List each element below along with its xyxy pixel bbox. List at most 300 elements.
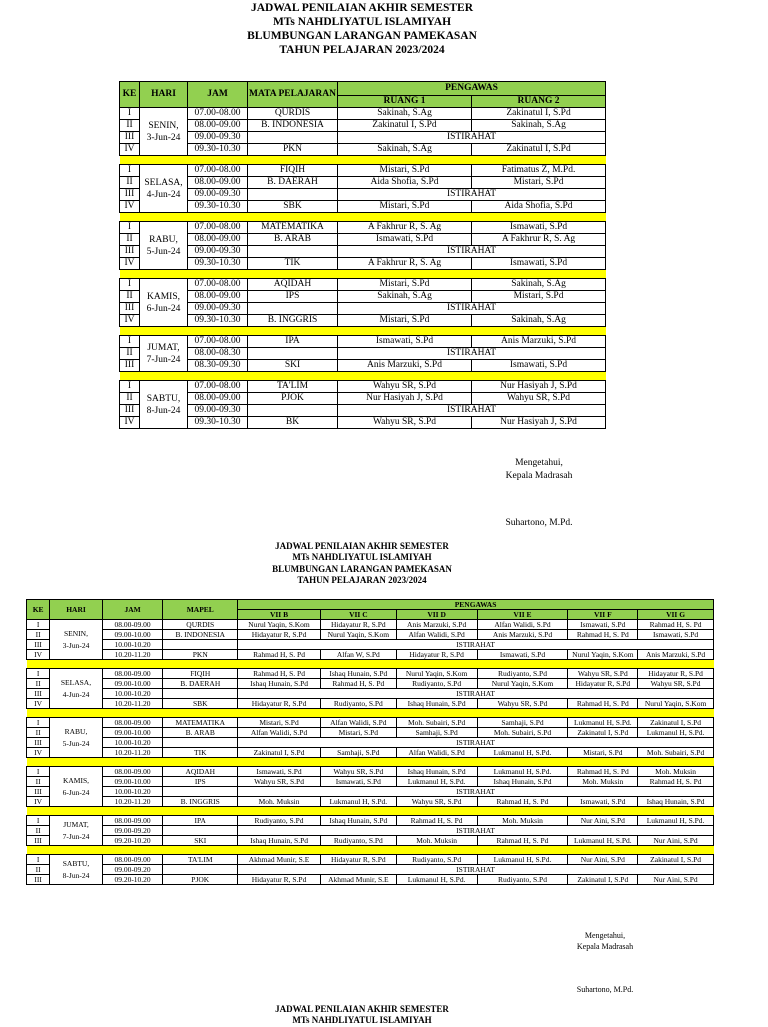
session-number: IV bbox=[27, 650, 50, 660]
proctor-cell: Nurul Yaqin, S.Kom bbox=[238, 620, 321, 630]
proctor-cell: Hidayatur R, S.Pd bbox=[320, 855, 396, 865]
table-row bbox=[27, 728, 714, 738]
time-slot: 08.00-09.00 bbox=[188, 234, 248, 246]
time-slot: 09.20-10.20 bbox=[102, 875, 163, 885]
subject: IPS bbox=[163, 777, 238, 787]
time-slot: 09.30-10.30 bbox=[188, 258, 248, 270]
proctor-cell: Lukmanul H, S.Pd. bbox=[638, 816, 714, 826]
day-date: JUMAT, 7-Jun-24 bbox=[140, 336, 188, 372]
proctor-cell: Hidayatur R, S.Pd bbox=[396, 650, 477, 660]
session-number: IV bbox=[120, 258, 140, 270]
subject: QURDIS bbox=[163, 620, 238, 630]
table-row bbox=[27, 816, 714, 826]
table-row bbox=[120, 144, 606, 156]
table-row bbox=[120, 405, 606, 417]
approval-label: Mengetahui, bbox=[515, 458, 563, 468]
session-number: I bbox=[27, 620, 50, 630]
session-number: II bbox=[27, 777, 50, 787]
session-number: II bbox=[27, 630, 50, 640]
approval-label: Mengetahui, bbox=[584, 931, 626, 940]
table-row bbox=[120, 381, 606, 393]
session-number: I bbox=[120, 165, 140, 177]
session-number: IV bbox=[27, 748, 50, 758]
proctor-cell: Hidayatur R, S.Pd bbox=[638, 669, 714, 679]
session-number: III bbox=[27, 875, 50, 885]
proctor-cell: Rahmad H, S. Pd bbox=[638, 620, 714, 630]
proctor-cell: Anis Marzuki, S.Pd bbox=[638, 650, 714, 660]
proctor-cell: Rahmad H, S. Pd bbox=[477, 797, 568, 807]
subject: TIK bbox=[248, 258, 338, 270]
time-slot: 09.00-09.30 bbox=[188, 405, 248, 417]
day-date: KAMIS, 6-Jun-24 bbox=[50, 767, 103, 807]
proctor-cell: Ishaq Hunain, S.Pd bbox=[396, 699, 477, 709]
proctor-cell: Nurul Yaqin, S.Kom bbox=[320, 630, 396, 640]
proctor-cell: Wahyu SR, S.Pd bbox=[477, 699, 568, 709]
time-slot: 07.00-08.00 bbox=[188, 381, 248, 393]
proctor-ruang-2: Zakinatul I, S.Pd bbox=[472, 108, 606, 120]
proctor-ruang-2: Wahyu SR, S.Pd bbox=[472, 393, 606, 405]
proctor-cell: Samhaji, S.Pd bbox=[477, 718, 568, 728]
approval-block-2 bbox=[560, 930, 650, 952]
proctor-cell: Ishaq Hunain, S.Pd bbox=[238, 836, 321, 846]
session-number: IV bbox=[120, 144, 140, 156]
proctor-ruang-2: Fatimatus Z, M.Pd. bbox=[472, 165, 606, 177]
proctor-cell: Rudiyanto, S.Pd bbox=[477, 669, 568, 679]
proctor-cell: Rahmad H, S. Pd bbox=[238, 669, 321, 679]
subject: B. DAERAH bbox=[163, 679, 238, 689]
table-row bbox=[120, 189, 606, 201]
time-slot: 10.00-10.20 bbox=[102, 689, 163, 699]
time-slot: 09.00-09.30 bbox=[188, 303, 248, 315]
session-number: I bbox=[120, 108, 140, 120]
proctor-ruang-1: Aida Shofia, S.Pd bbox=[338, 177, 472, 189]
proctor-cell: Alfan Walidi, S.Pd bbox=[477, 620, 568, 630]
time-slot: 10.00-10.20 bbox=[102, 787, 163, 797]
day-date: SENIN, 3-Jun-24 bbox=[140, 108, 188, 156]
proctor-cell: Zakinatul I, S.Pd bbox=[638, 855, 714, 865]
proctor-cell: Hidayatur R, S.Pd bbox=[568, 679, 638, 689]
proctor-cell: Nurul Yaqin, S.Kom bbox=[638, 699, 714, 709]
proctor-cell: Alfan Walidi, S.Pd bbox=[396, 748, 477, 758]
proctor-cell: Alfan Walidi, S.Pd bbox=[238, 728, 321, 738]
subject: BK bbox=[248, 417, 338, 429]
principal-name-2: Suhartono, M.Pd. bbox=[576, 985, 634, 994]
proctor-cell: Lukmanul H, S.Pd. bbox=[568, 836, 638, 846]
subject: AQIDAH bbox=[248, 279, 338, 291]
time-slot: 08.00-09.00 bbox=[102, 669, 163, 679]
subject bbox=[163, 787, 238, 797]
header-pengawas: PENGAWAS bbox=[338, 82, 606, 96]
proctor-cell: Mistari, S.Pd bbox=[320, 728, 396, 738]
proctor-ruang-1: Wahyu SR, S.Pd bbox=[338, 381, 472, 393]
subject: TIK bbox=[163, 748, 238, 758]
table-row bbox=[27, 620, 714, 630]
subject: MATEMATIKA bbox=[163, 718, 238, 728]
proctor-ruang-2: Mistari, S.Pd bbox=[472, 177, 606, 189]
time-slot: 08.00-09.00 bbox=[102, 855, 163, 865]
proctor-cell: Rudiyanto, S.Pd bbox=[477, 875, 568, 885]
time-slot: 10.00-10.20 bbox=[102, 738, 163, 748]
time-slot: 08.00-09.00 bbox=[102, 620, 163, 630]
header-room: VII D bbox=[396, 610, 477, 620]
subject bbox=[248, 405, 338, 417]
table-row bbox=[27, 836, 714, 846]
subject: QURDIS bbox=[248, 108, 338, 120]
table-row bbox=[27, 699, 714, 709]
proctor-ruang-1: Anis Marzuki, S.Pd bbox=[338, 360, 472, 372]
proctor-cell: Zakinatul I, S.Pd bbox=[568, 875, 638, 885]
session-number: II bbox=[27, 728, 50, 738]
day-date: JUMAT, 7-Jun-24 bbox=[50, 816, 103, 846]
proctor-cell: Rahmad H, S. Pd bbox=[477, 836, 568, 846]
day-date: SELASA, 4-Jun-24 bbox=[50, 669, 103, 709]
proctor-cell: Nur Aini, S.Pd bbox=[568, 855, 638, 865]
subject: B. DAERAH bbox=[248, 177, 338, 189]
table-row bbox=[120, 177, 606, 189]
break-cell: ISTIRAHAT bbox=[338, 189, 606, 201]
proctor-cell: Rudiyanto, S.Pd bbox=[238, 816, 321, 826]
proctor-cell: Ismawati, S.Pd bbox=[568, 620, 638, 630]
proctor-cell: Lukmanul H, S.Pd. bbox=[320, 797, 396, 807]
session-number: II bbox=[120, 393, 140, 405]
table-row bbox=[120, 417, 606, 429]
table-row bbox=[27, 689, 714, 699]
table-row bbox=[120, 258, 606, 270]
proctor-cell: Wahyu SR, S.Pd bbox=[396, 797, 477, 807]
proctor-cell: Ishaq Hunain, S.Pd bbox=[238, 679, 321, 689]
table-row bbox=[27, 679, 714, 689]
proctor-cell: Lukmanul H, S.Pd. bbox=[396, 875, 477, 885]
table-row bbox=[120, 120, 606, 132]
proctor-cell: Mistari, S.Pd bbox=[568, 748, 638, 758]
table-row bbox=[120, 165, 606, 177]
table-row bbox=[27, 826, 714, 836]
proctor-ruang-2: Mistari, S.Pd bbox=[472, 291, 606, 303]
proctor-cell: Akhmad Munir, S.E bbox=[238, 855, 321, 865]
session-number: I bbox=[120, 381, 140, 393]
session-number: III bbox=[27, 738, 50, 748]
proctor-cell: Rudiyanto, S.Pd bbox=[396, 679, 477, 689]
table-row bbox=[120, 279, 606, 291]
proctor-cell: Moh. Muksin bbox=[238, 797, 321, 807]
header-jam: JAM bbox=[102, 600, 163, 620]
proctor-ruang-1: Ismawati, S.Pd bbox=[338, 234, 472, 246]
subject: TA'LIM bbox=[163, 855, 238, 865]
time-slot: 08.00-09.00 bbox=[102, 816, 163, 826]
break-cell: ISTIRAHAT bbox=[338, 405, 606, 417]
subject: PJOK bbox=[163, 875, 238, 885]
subject: PKN bbox=[248, 144, 338, 156]
proctor-cell: Hidayatur R, S.Pd bbox=[320, 620, 396, 630]
table-row bbox=[27, 777, 714, 787]
session-number: I bbox=[27, 816, 50, 826]
title-line: TAHUN PELAJARAN 2023/2024 bbox=[279, 44, 445, 56]
proctor-ruang-2: Ismawati, S.Pd bbox=[472, 222, 606, 234]
header-room: VII B bbox=[238, 610, 321, 620]
proctor-cell: Ishaq Hunain, S.Pd bbox=[396, 767, 477, 777]
subject: MATEMATIKA bbox=[248, 222, 338, 234]
time-slot: 09.30-10.30 bbox=[188, 201, 248, 213]
proctor-ruang-2: Sakinah, S.Ag bbox=[472, 279, 606, 291]
session-number: II bbox=[120, 348, 140, 360]
subject bbox=[248, 303, 338, 315]
table-row bbox=[120, 234, 606, 246]
proctor-cell: Nur Aini, S.Pd bbox=[568, 816, 638, 826]
table-row bbox=[120, 303, 606, 315]
day-date: SABTU, 8-Jun-24 bbox=[140, 381, 188, 429]
session-number: I bbox=[27, 669, 50, 679]
time-slot: 09.20-10.20 bbox=[102, 836, 163, 846]
subject: B. INGGRIS bbox=[248, 315, 338, 327]
session-number: I bbox=[27, 855, 50, 865]
proctor-cell: Nurul Yaqin, S.Kom bbox=[477, 679, 568, 689]
session-number: III bbox=[120, 405, 140, 417]
session-number: I bbox=[27, 718, 50, 728]
break-cell: ISTIRAHAT bbox=[238, 689, 714, 699]
header-room: VII G bbox=[638, 610, 714, 620]
title-line: MTs NAHDLIYATUL ISLAMIYAH bbox=[292, 1015, 432, 1026]
schedule-table-kelas bbox=[26, 599, 714, 885]
table-row bbox=[27, 748, 714, 758]
header-room: VII E bbox=[477, 610, 568, 620]
header-hari: HARI bbox=[140, 82, 188, 108]
proctor-cell: Akhmad Munir, S.E bbox=[320, 875, 396, 885]
day-separator bbox=[120, 270, 606, 279]
schedule-title-2 bbox=[0, 541, 724, 586]
proctor-ruang-2: A Fakhrur R, S. Ag bbox=[472, 234, 606, 246]
subject bbox=[248, 246, 338, 258]
session-number: IV bbox=[120, 315, 140, 327]
table-row bbox=[27, 875, 714, 885]
proctor-ruang-1: A Fakhrur R, S. Ag bbox=[338, 258, 472, 270]
proctor-cell: Ismawati, S.Pd bbox=[638, 630, 714, 640]
proctor-cell: Samhaji, S.Pd bbox=[320, 748, 396, 758]
table-row bbox=[27, 669, 714, 679]
proctor-ruang-1: A Fakhrur R, S. Ag bbox=[338, 222, 472, 234]
proctor-ruang-1: Sakinah, S.Ag bbox=[338, 108, 472, 120]
session-number: I bbox=[120, 279, 140, 291]
proctor-cell: Wahyu SR, S.Pd bbox=[320, 767, 396, 777]
session-number: IV bbox=[120, 201, 140, 213]
table-row bbox=[120, 246, 606, 258]
break-cell: ISTIRAHAT bbox=[238, 826, 714, 836]
proctor-cell: Hidayatur R, S.Pd bbox=[238, 875, 321, 885]
time-slot: 07.00-08.00 bbox=[188, 279, 248, 291]
header-mapel: MATA PELAJARAN bbox=[248, 82, 338, 108]
time-slot: 09.00-09.30 bbox=[188, 132, 248, 144]
title-line: MTs NAHDLIYATUL ISLAMIYAH bbox=[292, 552, 432, 563]
time-slot: 10.20-11.20 bbox=[102, 699, 163, 709]
header-jam: JAM bbox=[188, 82, 248, 108]
subject: B. INGGRIS bbox=[163, 797, 238, 807]
time-slot: 10.20-11.20 bbox=[102, 797, 163, 807]
subject: FIQIH bbox=[163, 669, 238, 679]
header-room: VII F bbox=[568, 610, 638, 620]
proctor-cell: Ismawati, S.Pd bbox=[477, 650, 568, 660]
proctor-cell: Rahmad H, S. Pd bbox=[238, 650, 321, 660]
approval-block-1 bbox=[494, 457, 584, 482]
day-date: RABU, 5-Jun-24 bbox=[140, 222, 188, 270]
title-line: JADWAL PENILAIAN AKHIR SEMESTER bbox=[250, 2, 474, 14]
time-slot: 09.00-09.30 bbox=[188, 189, 248, 201]
proctor-cell: Alfan Walidi, S.Pd bbox=[320, 718, 396, 728]
time-slot: 08.00-09.00 bbox=[188, 120, 248, 132]
session-number: II bbox=[27, 826, 50, 836]
header-room: VII C bbox=[320, 610, 396, 620]
session-number: III bbox=[120, 303, 140, 315]
proctor-cell: Rahmad H, S. Pd bbox=[568, 767, 638, 777]
subject: AQIDAH bbox=[163, 767, 238, 777]
subject: SKI bbox=[163, 836, 238, 846]
time-slot: 08.00-09.00 bbox=[188, 291, 248, 303]
time-slot: 07.00-08.00 bbox=[188, 336, 248, 348]
day-date: KAMIS, 6-Jun-24 bbox=[140, 279, 188, 327]
break-cell: ISTIRAHAT bbox=[238, 865, 714, 875]
header-ke: KE bbox=[27, 600, 50, 620]
day-separator bbox=[120, 372, 606, 381]
proctor-cell: Nurul Yaqin, S.Kom bbox=[568, 650, 638, 660]
proctor-ruang-2: Sakinah, S.Ag bbox=[472, 315, 606, 327]
session-number: II bbox=[120, 120, 140, 132]
session-number: IV bbox=[27, 797, 50, 807]
proctor-cell: Rahmad H, S. Pd bbox=[568, 699, 638, 709]
proctor-cell: Moh. Muksin bbox=[568, 777, 638, 787]
proctor-cell: Ishaq Hunain, S.Pd bbox=[320, 816, 396, 826]
proctor-ruang-1: Sakinah, S.Ag bbox=[338, 144, 472, 156]
proctor-cell: Wahyu SR, S.Pd bbox=[638, 679, 714, 689]
proctor-cell: Zakinatul I, S.Pd bbox=[638, 718, 714, 728]
proctor-cell: Rahmad H, S. Pd bbox=[320, 679, 396, 689]
approval-role: Kepala Madrasah bbox=[505, 470, 573, 481]
subject bbox=[163, 826, 238, 836]
time-slot: 10.20-11.20 bbox=[102, 650, 163, 660]
table-row bbox=[120, 108, 606, 120]
proctor-cell: Alfan Walidi, S.Pd bbox=[396, 630, 477, 640]
table-row bbox=[27, 767, 714, 777]
day-date: RABU, 5-Jun-24 bbox=[50, 718, 103, 758]
table-row bbox=[120, 201, 606, 213]
schedule-title-3 bbox=[0, 1004, 724, 1027]
proctor-cell: Rahmad H, S. Pd bbox=[568, 630, 638, 640]
subject: B. INDONESIA bbox=[163, 630, 238, 640]
session-number: III bbox=[120, 360, 140, 372]
subject: IPS bbox=[248, 291, 338, 303]
time-slot: 08.30-09.30 bbox=[188, 360, 248, 372]
proctor-ruang-1: Nur Hasiyah J, S.Pd bbox=[338, 393, 472, 405]
proctor-cell: Wahyu SR, S.Pd bbox=[568, 669, 638, 679]
session-number: II bbox=[27, 679, 50, 689]
subject: PKN bbox=[163, 650, 238, 660]
session-number: III bbox=[27, 640, 50, 650]
day-date: SABTU, 8-Jun-24 bbox=[50, 855, 103, 885]
proctor-ruang-1: Wahyu SR, S.Pd bbox=[338, 417, 472, 429]
proctor-ruang-2: Sakinah, S.Ag bbox=[472, 120, 606, 132]
proctor-ruang-1: Sakinah, S.Ag bbox=[338, 291, 472, 303]
time-slot: 09.30-10.30 bbox=[188, 417, 248, 429]
table-row bbox=[120, 222, 606, 234]
subject bbox=[163, 640, 238, 650]
session-number: IV bbox=[27, 699, 50, 709]
day-separator bbox=[27, 709, 714, 718]
proctor-ruang-1: Ismawati, S.Pd bbox=[338, 336, 472, 348]
time-slot: 09.00-09.30 bbox=[188, 246, 248, 258]
proctor-cell: Lukmanul H, S.Pd. bbox=[568, 718, 638, 728]
proctor-cell: Wahyu SR, S.Pd bbox=[238, 777, 321, 787]
session-number: III bbox=[27, 836, 50, 846]
table-row bbox=[120, 336, 606, 348]
title-line: JADWAL PENILAIAN AKHIR SEMESTER bbox=[275, 1004, 449, 1014]
subject: B. ARAB bbox=[248, 234, 338, 246]
subject: IPA bbox=[248, 336, 338, 348]
day-separator bbox=[27, 807, 714, 816]
subject bbox=[163, 865, 238, 875]
title-line: TAHUN PELAJARAN 2023/2024 bbox=[297, 574, 427, 585]
session-number: I bbox=[120, 222, 140, 234]
session-number: I bbox=[120, 336, 140, 348]
time-slot: 10.20-11.20 bbox=[102, 748, 163, 758]
proctor-cell: Moh. Subairi, S.Pd bbox=[638, 748, 714, 758]
session-number: III bbox=[120, 132, 140, 144]
time-slot: 09.00-09.20 bbox=[102, 826, 163, 836]
table-row bbox=[27, 787, 714, 797]
table-row bbox=[27, 738, 714, 748]
proctor-cell: Rudiyanto, S.Pd bbox=[396, 855, 477, 865]
proctor-ruang-1: Mistari, S.Pd bbox=[338, 165, 472, 177]
break-cell: ISTIRAHAT bbox=[238, 738, 714, 748]
time-slot: 07.00-08.00 bbox=[188, 222, 248, 234]
proctor-cell: Moh. Muksin bbox=[396, 836, 477, 846]
proctor-ruang-2: Aida Shofia, S.Pd bbox=[472, 201, 606, 213]
time-slot: 09.00-10.00 bbox=[102, 679, 163, 689]
proctor-cell: Ismawati, S.Pd bbox=[320, 777, 396, 787]
table-row bbox=[120, 315, 606, 327]
session-number: III bbox=[120, 246, 140, 258]
table-row bbox=[27, 630, 714, 640]
proctor-cell: Moh. Subairi, S.Pd bbox=[396, 718, 477, 728]
header-ruang-2: RUANG 2 bbox=[472, 96, 606, 108]
day-separator bbox=[120, 156, 606, 165]
table-row bbox=[120, 291, 606, 303]
time-slot: 09.00-10.00 bbox=[102, 630, 163, 640]
time-slot: 10.00-10.20 bbox=[102, 640, 163, 650]
break-cell: ISTIRAHAT bbox=[338, 246, 606, 258]
day-separator bbox=[120, 327, 606, 336]
session-number: II bbox=[27, 865, 50, 875]
proctor-cell: Lukmanul H, S.Pd. bbox=[477, 855, 568, 865]
time-slot: 08.00-09.00 bbox=[102, 767, 163, 777]
proctor-cell: Rudiyanto, S.Pd bbox=[320, 836, 396, 846]
break-cell: ISTIRAHAT bbox=[338, 348, 606, 360]
session-number: III bbox=[120, 189, 140, 201]
proctor-ruang-1: Mistari, S.Pd bbox=[338, 201, 472, 213]
time-slot: 09.00-10.00 bbox=[102, 777, 163, 787]
approval-role: Kepala Madrasah bbox=[576, 942, 634, 951]
subject: TA'LIM bbox=[248, 381, 338, 393]
schedule-title-1 bbox=[0, 1, 724, 57]
proctor-cell: Lukmanul H, S.Pd. bbox=[477, 748, 568, 758]
session-number: III bbox=[27, 689, 50, 699]
subject bbox=[163, 689, 238, 699]
subject bbox=[248, 348, 338, 360]
title-line: BLUMBUNGAN LARANGAN PAMEKASAN bbox=[272, 563, 452, 574]
time-slot: 08.00-09.00 bbox=[102, 718, 163, 728]
subject: FIQIH bbox=[248, 165, 338, 177]
principal-name-1: Suhartono, M.Pd. bbox=[505, 518, 573, 528]
break-cell: ISTIRAHAT bbox=[238, 640, 714, 650]
time-slot: 09.00-09.20 bbox=[102, 865, 163, 875]
table-row bbox=[27, 865, 714, 875]
proctor-ruang-2: Ismawati, S.Pd bbox=[472, 258, 606, 270]
